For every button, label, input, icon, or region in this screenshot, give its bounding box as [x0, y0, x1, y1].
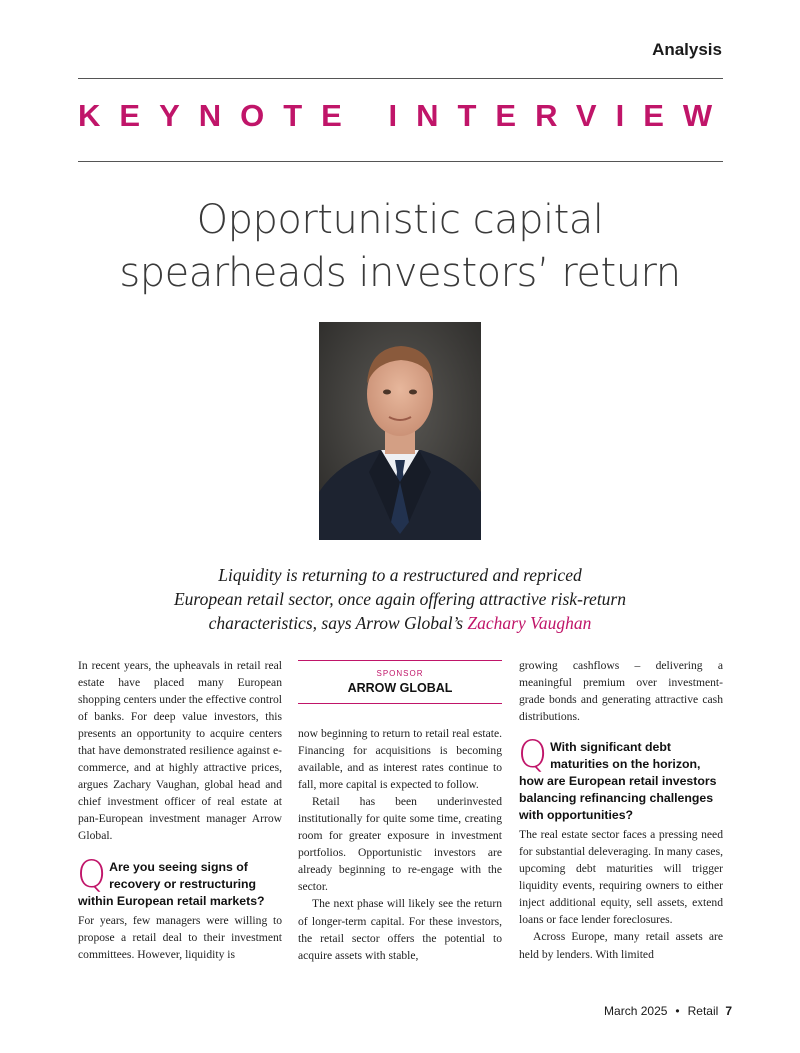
standfirst-text: characteristics, says Arrow Global’s: [208, 613, 468, 633]
publication-name: Retail: [687, 1004, 719, 1018]
headline-line-2: spearheads investors’ return: [119, 250, 681, 296]
body-paragraph: growing cashflows – delivering a meaningful premium over investment-grade bonds and generating attractive cash distributions.: [519, 659, 723, 724]
top-rule: [78, 78, 723, 79]
issue-date: March 2025: [604, 1004, 668, 1018]
body-paragraph: The next phase will likely see the return of longer-term capital. For these investors, the retail sector offers the potential to acquire assets with stable,: [298, 897, 502, 962]
standfirst-line-3: [90, 611, 710, 635]
sponsor-name: ARROW GLOBAL: [347, 681, 453, 695]
sponsor-label: SPONSOR: [376, 669, 424, 678]
answer-2-paragraph: The real estate sector faces a pressing need for substantial deleveraging. In many cases, upcoming debt maturities will trigger liquidity events, requiring owners to either inject additional equity, sell assets, extend loans or face lender foreclosures.: [519, 828, 723, 927]
interviewee-name: Zachary Vaughan: [467, 613, 592, 633]
kicker-title: KEYNOTE INTERVIEW: [78, 98, 732, 133]
column-3: [519, 657, 723, 963]
standfirst: [90, 563, 710, 635]
page-number: 7: [725, 1004, 732, 1018]
standfirst-line-2: European retail sector, once again offering attractive risk-return: [173, 589, 626, 609]
body-paragraph: Retail has been underinvested institutionally for quite some time, creating room for greater exposure in investment portfolios. Opportunistic investors are already beginning to re-engage with the sector.: [298, 795, 502, 894]
headline-line-1: Opportunistic capital: [196, 197, 604, 243]
section-label: Analysis: [652, 40, 722, 59]
mid-rule: [78, 161, 723, 162]
footer-bullet: •: [675, 1004, 680, 1018]
q-drop-letter: Q: [518, 733, 548, 777]
question-1-text: Are you seeing signs of recovery or restructuring within European retail markets?: [78, 859, 265, 908]
answer-1-paragraph: For years, few managers were willing to propose a retail deal to their investment committees. However, liquidity is: [78, 913, 282, 961]
page-footer: [604, 1004, 732, 1018]
standfirst-line-1: Liquidity is returning to a restructured and repriced: [218, 565, 582, 585]
question-1: [77, 852, 282, 910]
column-2: [298, 725, 502, 964]
portrait-photo: [319, 322, 481, 540]
question-2: [518, 733, 723, 824]
sponsor-box: [298, 660, 502, 704]
q-drop-letter: Q: [77, 852, 107, 896]
headline: [60, 194, 740, 300]
body-paragraph: now beginning to return to retail real estate. Financing for acquisitions is becoming available, and as interest rates continue to fall, more capital is expected to follow.: [298, 727, 502, 792]
question-2-text: With significant debt maturities on the horizon, how are European retail investors balancing refinancing challenges with opportunities?: [519, 740, 717, 823]
intro-paragraph: In recent years, the upheavals in retail real estate have placed many European shopping centers under the effective control of banks. For deep value investors, this presents an opportunity to acquire centers that have demonstrated resilience against e-commerce, and at highly attractive prices, argues Zachary Vaughan, global head and chief investment officer of real estate at pan-European investment manager Arrow Global.: [78, 659, 282, 843]
body-paragraph: Across Europe, many retail assets are held by lenders. With limited: [519, 930, 723, 961]
column-1: [78, 657, 282, 963]
